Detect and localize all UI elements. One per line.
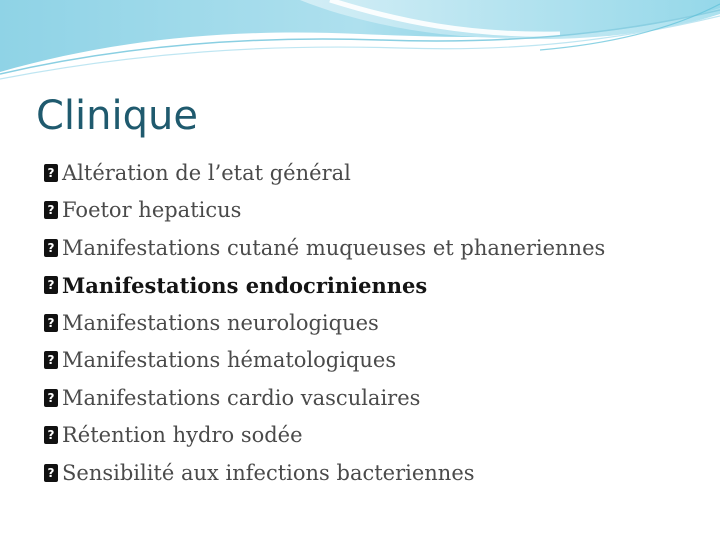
bullet-text: Manifestations cardio vasculaires: [62, 385, 421, 410]
bullet-text: Manifestations hématologiques: [62, 348, 397, 373]
bullet-placeholder-icon: ?: [44, 464, 58, 482]
bullet-item: [44, 229, 605, 267]
bullet-placeholder-icon: ?: [44, 239, 58, 257]
bullet-item: [44, 454, 605, 492]
bullet-item: [44, 192, 605, 230]
bullet-list: [44, 154, 605, 492]
bullet-text: Manifestations endocriniennes: [62, 272, 428, 298]
bullet-item: [44, 417, 605, 455]
header-wave-decoration: [0, 0, 720, 90]
bullet-text: Sensibilité aux infections bacteriennes: [62, 460, 475, 485]
bullet-placeholder-icon: ?: [44, 314, 58, 332]
slide-title: Clinique: [36, 93, 198, 139]
bullet-text: Manifestations neurologiques: [62, 310, 379, 335]
bullet-item: [44, 304, 605, 342]
bullet-item: [44, 342, 605, 380]
bullet-text: Rétention hydro sodée: [62, 423, 303, 448]
bullet-placeholder-icon: ?: [44, 426, 58, 444]
bullet-item-highlighted: [44, 267, 605, 305]
bullet-text: Foetor hepaticus: [62, 198, 242, 223]
bullet-item: [44, 379, 605, 417]
bullet-text: Altération de l’etat général: [62, 160, 351, 185]
bullet-placeholder-icon: ?: [44, 389, 58, 407]
bullet-item: [44, 154, 605, 192]
bullet-placeholder-icon: ?: [44, 276, 58, 294]
bullet-text: Manifestations cutané muqueuses et phaneriennes: [62, 235, 606, 260]
bullet-placeholder-icon: ?: [44, 164, 58, 182]
bullet-placeholder-icon: ?: [44, 351, 58, 369]
bullet-placeholder-icon: ?: [44, 201, 58, 219]
